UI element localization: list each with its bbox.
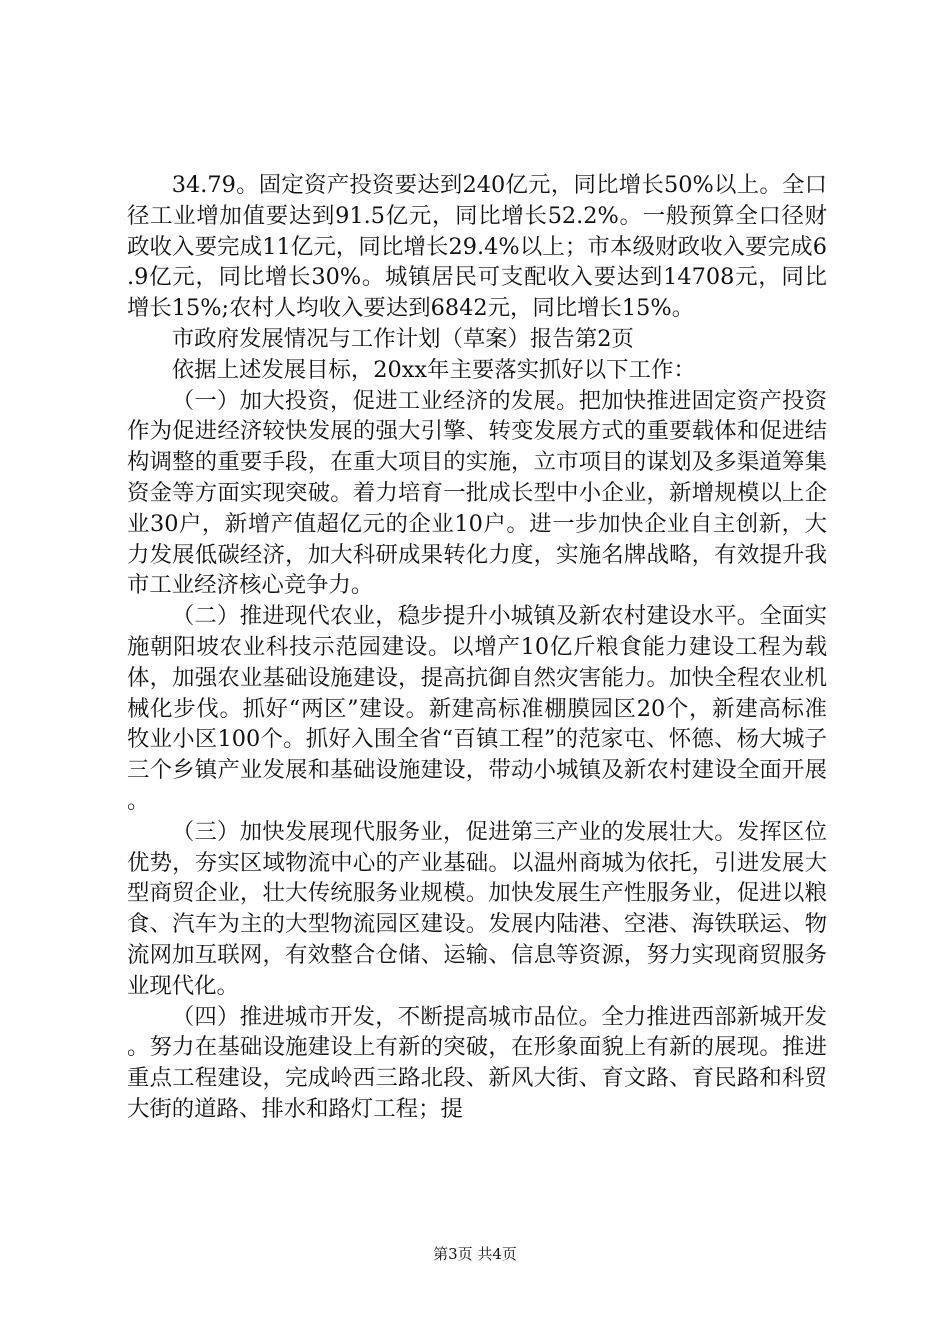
page-reference-line: 市政府发展情况与工作计划（草案）报告第2页 xyxy=(171,325,634,352)
page-footer: 第3页 共4页 xyxy=(433,1245,517,1263)
paragraph-intro: 依据上述发展目标，20xx年主要落实抓好以下工作： xyxy=(171,356,696,383)
paragraph-section-2: （二）推进现代农业，稳步提升小城镇及新农村建设水平。全面实施朝阳坡农业科技示范园建设。以增产10亿斤粮食能力建设工程为载体，加强农业基础设施建设，提高抗御自然灾害能力。加快全程农业机械化步伐。抓好“两区”建设。新建高标准棚膜园区20个，新建高标准牧业小区100个。抓好入围全省“百镇工程”的范家屯、怀德、杨大城子三个乡镇产业发展和基础设施建设，带动小城镇及新农村建设全面开展。 xyxy=(127,603,827,814)
paragraph-targets: 34.79。固定资产投资要达到240亿元，同比增长50%以上。全口径工业增加值要达到91.5亿元，同比增长52.2%。一般预算全口径财政收入要完成11亿元，同比增长29.4%以上；市本级财政收入要完成6.9亿元，同比增长30%。城镇居民可支配收入要达到14708元，同比增长15%;农村人均收入要达到6842元，同比增长15%。 xyxy=(127,172,827,322)
paragraph-section-4: （四）推进城市开发，不断提高城市品位。全力推进西部新城开发。努力在基础设施建设上有新的突破，在形象面貌上有新的展现。推进重点工程建设，完成岭西三路北段、新风大街、育文路、育民路和科贸大街的道路、排水和路灯工程；提 xyxy=(127,1003,827,1122)
paragraph-section-1: （一）加大投资，促进工业经济的发展。把加快推进固定资产投资作为促进经济较快发展的强大引擎、转变发展方式的重要载体和促进结构调整的重要手段，在重大项目的实施，立市项目的谋划及多渠道筹集资金等方面实现突破。着力培育一批成长型中小企业，新增规模以上企业30户，新增产值超亿元的企业10户。进一步加快企业自主创新，大力发展低碳经济，加大科研成果转化力度，实施名牌战略，有效提升我市工业经济核心竞争力。 xyxy=(127,387,827,599)
document-body xyxy=(127,170,827,1125)
paragraph-section-3: （三）加快发展现代服务业，促进第三产业的发展壮大。发挥区位优势，夯实区域物流中心的产业基础。以温州商城为依托，引进发展大型商贸企业，壮大传统服务业规模。加快发展生产性服务业，促进以粮食、汽车为主的大型物流园区建设。发展内陆港、空港、海铁联运、物流网加互联网，有效整合仓储、运输、信息等资源，努力实现商贸服务业现代化。 xyxy=(127,818,827,999)
